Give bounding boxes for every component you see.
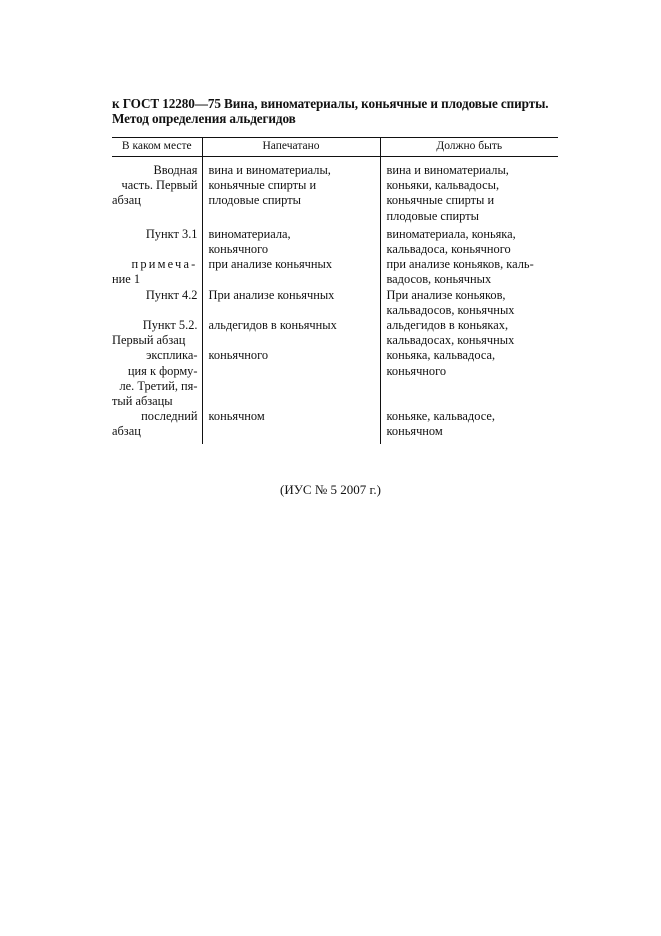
cell-place [112,224,202,257]
cell-line: виноматериала, коньяка, [386,226,516,241]
table-row [112,409,558,443]
cell-line: плодовые спирты [386,208,479,223]
cell-line: коньячного [208,242,269,257]
cell-should-be [380,318,558,348]
cell-line: коньяка, кальвадоса, [386,348,496,363]
cell-line: ция к форму- [127,363,198,378]
cell-line: кальвадосах, коньячных [386,333,515,348]
header-place: В каком месте [112,138,202,157]
cell-line: При анализе коньячных [208,287,335,302]
cell-line: при анализе коньячных [208,257,333,272]
cell-line: абзац [112,193,141,208]
header-should-be: Должно быть [380,138,558,157]
amendment-table [112,137,558,444]
cell-line: Первый абзац [112,333,186,348]
table-row [112,257,558,287]
cell-line: эксплика- [146,348,198,363]
cell-printed [202,224,380,257]
cell-printed [202,318,380,348]
cell-printed [202,288,380,318]
cell-line: вина и виноматериалы, [208,163,331,177]
cell-line: примеча- [131,257,198,272]
cell-printed [202,257,380,287]
source-note: (ИУС № 5 2007 г.) [280,482,381,497]
table-row [112,224,558,257]
cell-line: коньячные спирты и [208,178,317,193]
cell-line: При анализе коньяков, [386,287,506,302]
cell-should-be [380,288,558,318]
table-header-row [112,138,558,157]
cell-line: коньяки, кальвадосы, [386,178,500,193]
cell-printed [202,348,380,409]
cell-should-be [380,157,558,224]
cell-line: коньяке, кальвадосе, [386,409,495,424]
cell-printed [202,157,380,224]
cell-line: часть. Первый [121,178,198,193]
table-row [112,157,558,224]
cell-line: ле. Третий, пя- [119,378,198,393]
cell-line: кальвадоса, коньячного [386,242,511,257]
cell-line: Вводная [153,163,198,177]
cell-printed [202,409,380,443]
cell-place [112,257,202,287]
cell-line: коньячного [208,348,269,363]
cell-should-be [380,257,558,287]
cell-line: альдегидов в коньяках, [386,318,509,333]
cell-place [112,288,202,318]
cell-line: виноматериала, [208,226,291,241]
cell-should-be [380,224,558,257]
cell-line: вадосов, коньячных [386,272,492,287]
cell-line: Пункт 4.2 [145,287,198,302]
cell-line: тый абзацы [112,394,173,409]
cell-place [112,409,202,443]
title-line-1: к ГОСТ 12280—75 Вина, виноматериалы, коньячные и плодовые спирты. [112,96,549,111]
cell-should-be [380,348,558,409]
cell-line: коньячного [386,363,447,378]
cell-line: при анализе коньяков, каль- [386,257,534,272]
table-row [112,288,558,318]
cell-line: последний [141,409,198,424]
cell-line: Пункт 5.2. [142,318,198,333]
title-line-2: Метод определения альдегидов [112,111,296,126]
cell-line: абзац [112,424,141,439]
cell-line: Пункт 3.1 [145,226,198,241]
cell-line: вина и виноматериалы, [386,163,509,177]
cell-place [112,348,202,409]
document-title [112,96,560,126]
cell-line: коньячные спирты и [386,193,495,208]
cell-line: плодовые спирты [208,193,301,208]
cell-line: коньячном [208,409,265,424]
table-row [112,318,558,348]
cell-line: альдегидов в коньячных [208,318,337,333]
cell-place [112,157,202,224]
cell-place [112,318,202,348]
cell-line: кальвадосов, коньячных [386,302,515,317]
cell-line: ние 1 [112,272,141,287]
table-row [112,348,558,409]
cell-should-be [380,409,558,443]
cell-line: коньячном [386,424,443,439]
header-printed: Напечатано [202,138,380,157]
